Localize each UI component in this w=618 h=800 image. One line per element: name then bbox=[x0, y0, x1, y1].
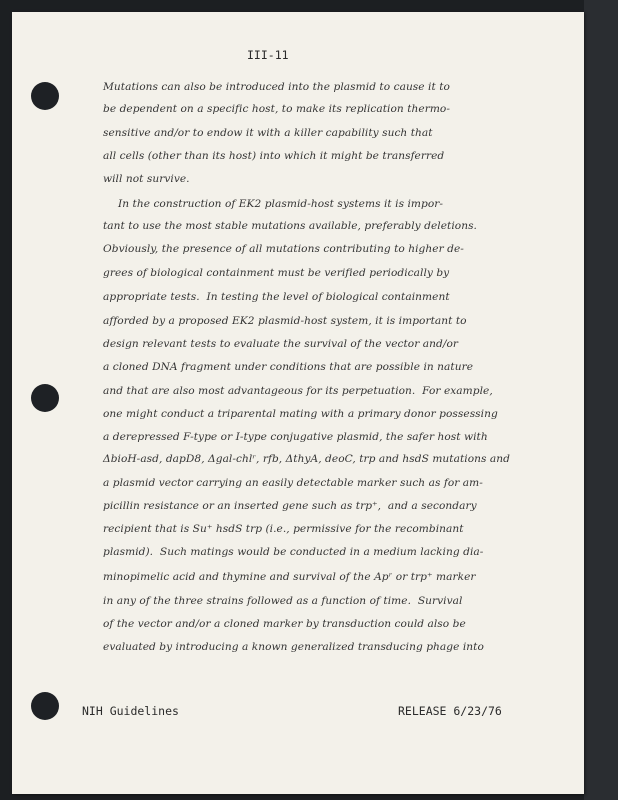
body-line-8: Obviously, the presence of all mutations contributing to higher de- bbox=[103, 243, 464, 255]
body-line-17: ΔbioH-asd, dapD8, Δgal-chlʳ, rfb, ΔthyA, deoC, trp and hsdS mutations and bbox=[103, 453, 510, 465]
body-line-14: and that are also most advantageous for its perpetuation. For example, bbox=[103, 385, 493, 397]
punch-hole-top bbox=[31, 82, 59, 110]
body-line-15: one might conduct a triparental mating with a primary donor possessing bbox=[103, 408, 498, 420]
body-line-13: a cloned DNA fragment under conditions that are possible in nature bbox=[103, 361, 474, 373]
punch-hole-middle bbox=[31, 384, 59, 412]
body-line-11: afforded by a proposed EK2 plasmid-host system, it is important to bbox=[103, 315, 467, 327]
scanner-background bbox=[584, 0, 618, 800]
body-line-1: Mutations can also be introduced into the plasmid to cause it to bbox=[103, 81, 450, 93]
page-number: III-11 bbox=[247, 48, 289, 62]
body-line-20: recipient that is Su⁺ hsdS trp (i.e., permissive for the recombinant bbox=[103, 523, 464, 535]
body-line-24: of the vector and/or a cloned marker by transduction could also be bbox=[103, 618, 466, 630]
body-line-19: picillin resistance or an inserted gene such as trp⁺, and a secondary bbox=[103, 500, 477, 512]
body-line-7: tant to use the most stable mutations available, preferably deletions. bbox=[103, 220, 477, 232]
body-line-16: a derepressed F-type or I-type conjugative plasmid, the safer host with bbox=[103, 431, 488, 443]
body-line-21: plasmid). Such matings would be conducted in a medium lacking dia- bbox=[103, 546, 484, 558]
body-line-4: all cells (other than its host) into which it might be transferred bbox=[103, 150, 445, 162]
punch-hole-bottom bbox=[31, 692, 59, 720]
body-line-5: will not survive. bbox=[103, 173, 190, 185]
body-line-2: be dependent on a specific host, to make its replication thermo- bbox=[103, 103, 450, 115]
body-line-25: evaluated by introducing a known generalized transducing phage into bbox=[103, 641, 484, 653]
body-line-9: grees of biological containment must be verified periodically by bbox=[103, 267, 450, 279]
body-line-6: In the construction of EK2 plasmid-host systems it is impor- bbox=[118, 198, 444, 210]
footer-release: RELEASE 6/23/76 bbox=[398, 704, 502, 718]
body-line-10: appropriate tests. In testing the level of biological containment bbox=[103, 291, 450, 303]
body-line-23: in any of the three strains followed as a function of time. Survival bbox=[103, 595, 463, 607]
body-line-18: a plasmid vector carrying an easily detectable marker such as for am- bbox=[103, 477, 483, 489]
footer-source: NIH Guidelines bbox=[82, 704, 179, 718]
body-line-22: minopimelic acid and thymine and survival of the Apʳ or trp⁺ marker bbox=[103, 571, 476, 583]
body-line-3: sensitive and/or to endow it with a killer capability such that bbox=[103, 127, 433, 139]
body-line-12: design relevant tests to evaluate the survival of the vector and/or bbox=[103, 338, 458, 350]
